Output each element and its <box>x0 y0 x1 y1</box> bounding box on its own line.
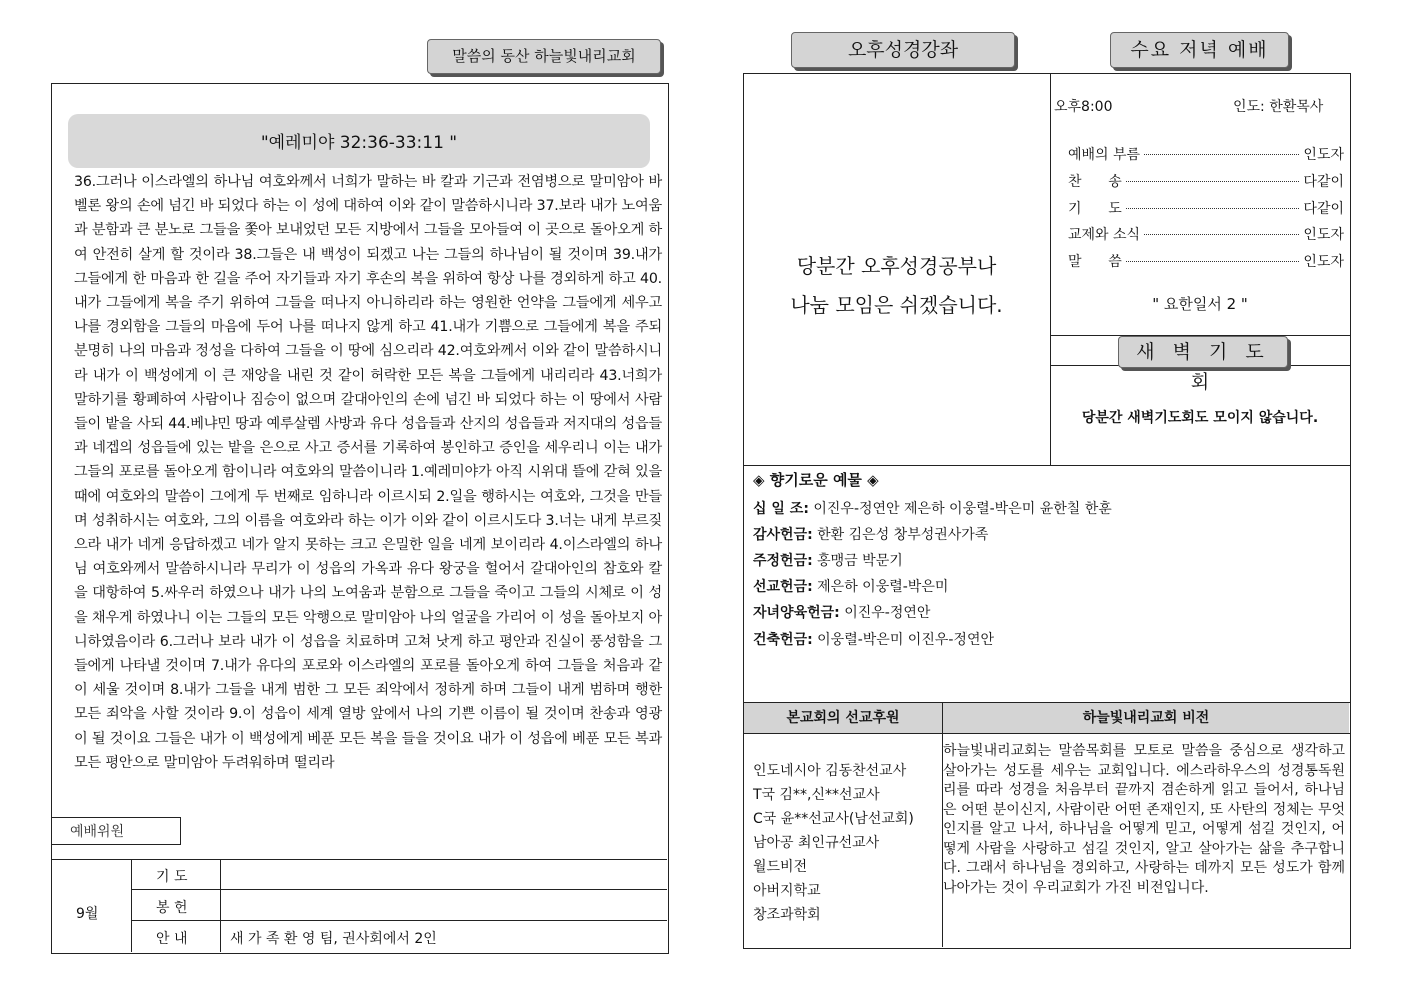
mission-item: C국 윤**선교사(남선교회) <box>753 811 914 827</box>
dawn-prayer-title: 새 벽 기 도 회 <box>1118 336 1288 368</box>
afternoon-notice-line2: 나눔 모임은 쉬겠습니다. <box>790 293 1003 317</box>
worship-committee-label: 예배위원 <box>51 817 181 845</box>
duty-value-guide: 새 가 족 환 영 팀, 권사회에서 2인 <box>230 931 437 947</box>
mission-item: 남아공 최인규선교사 <box>753 835 880 851</box>
afternoon-notice-line1: 당분간 오후성경공부나 <box>796 254 997 278</box>
offering-row: 자녀양육헌금: 이진우-정연안 <box>753 605 931 621</box>
order-row: 예배의 부름 인도자 <box>1068 147 1344 163</box>
mission-support-header: 본교회의 선교후원 <box>744 703 942 733</box>
offering-row: 감사헌금: 한환 김은성 창부성권사가족 <box>753 527 989 543</box>
duty-label-guide: 안 내 <box>156 931 188 947</box>
offering-row: 건축헌금: 이웅렬-박은미 이진우-정연안 <box>753 632 994 648</box>
dawn-notice: 당분간 새벽기도회도 모이지 않습니다. <box>1081 410 1319 426</box>
scripture-title: "예레미야 32:36-33:11 " <box>68 114 650 168</box>
duty-month: 9월 <box>76 906 99 922</box>
wed-time: 오후8:00 <box>1054 99 1113 115</box>
duty-label-offering: 봉 헌 <box>156 900 188 916</box>
mission-item: 월드비전 <box>753 859 808 875</box>
scripture-text: 36.그러나 이스라엘의 하나님 여호와께서 너희가 말하는 바 칼과 기근과 전염병으로 말미암아 바벨론 왕의 손에 넘긴 바 되었다 하는 이 성에 대하여 이와 같이 말씀하시니라 37.보라 내가 노여움과 분함과 큰 분노로 그들을 쫓아 보내었던 모든 지방에서 그들을 모아들여 이 곳으로 돌아오게 하여 안전히 살게 할 것이라 38.그들은 내 백성이 되겠고 나는 그들의 하나님이 될 것이며 39.내가 그들에게 한 마음과 한 길을 주어 자기들과 자기 후손의 복을 위하여 항상 나를 경외하게 하고 40.내가 그들에게 복을 주기 위하여 그들을 떠나지 아니하리라 하는 영원한 언약을 그들에게 세우고 나를 경외함을 그들의 마음에 두어 나를 떠나지 않게 하고 41.내가 기쁨으로 그들에게 복을 주되 분명히 나의 마음과 정성을 다하여 그들을 이 땅에 심으리라 42.여호와께서 이와 같이 말씀하시니라 내가 이 백성에게 이 큰 재앙을 내린 것 같이 허락한 모든 복을 그들에게 내리리라 43.너희가 말하기를 황폐하여 사람이나 짐승이 없으며 갈대아인의 손에 넘긴 바 되었다 하는 이 땅에서 사람들이 밭을 사되 44.베냐민 땅과 예루살렘 사방과 유다 성읍들과 산지의 성읍들과 저지대의 성읍들과 네겝의 성읍들에 있는 밭을 은으로 사고 증서를 기록하여 봉인하고 증인을 세우리니 이는 내가 그들의 포로를 돌아오게 함이니라 여호와의 말씀이니라 1.예레미야가 아직 시위대 뜰에 갇혀 있을 때에 여호와의 말씀이 그에게 두 번째로 임하니라 이르시되 2.일을 행하시는 여호와, 그것을 만들며 성취하시는 여호와, 그의 이름을 여호와라 하는 이가 이와 같이 이르시도다 3.너는 내게 부르짖으라 내가 네게 응답하겠고 네가 알지 못하는 크고 은밀한 일을 네게 보이리라 4.이스라엘의 하나님 여호와께서 말씀하시니라 무리가 이 성읍의 가옥과 유다 왕궁을 헐어서 갈대아인의 참호와 칼을 대항하여 5.싸우러 하였으나 내가 나의 노여움과 분함으로 그들을 죽이고 그들의 시체로 이 성을 채우게 하였나니 이는 그들의 모든 악행으로 말미암아 나의 얼굴을 가리어 이 성을 돌아보지 아니하였음이라 6.그러나 보라 내가 이 성읍을 치료하며 고쳐 낫게 하고 평안과 진실이 풍성함을 그들에게 나타낼 것이며 7.내가 유다의 포로와 이스라엘의 포로를 돌아오게 하여 그들을 처음과 같이 세울 것이며 8.내가 그들을 내게 범한 그 모든 죄악에서 정하게 하며 그들이 내게 범하며 행한 모든 죄악을 사할 것이라 9.이 성읍이 세계 열방 앞에서 나의 기쁜 이름이 될 것이며 찬송과 영광이 될 것이요 그들은 내가 이 백성에게 베푼 모든 복을 들을 것이요 내가 이 성읍에 베푼 모든 복과 모든 평안으로 말미암아 두려워하며 떨리라 <box>74 174 662 771</box>
offering-row: 주정헌금: 홍맹금 박문기 <box>753 553 903 569</box>
offerings-title: ◈ 향기로운 예물 ◈ <box>753 471 879 489</box>
church-vision-text: 하늘빛내리교회는 말씀목회를 모토로 말씀을 중심으로 생각하고 살아가는 성도를 세우는 교회입니다. 에스라하우스의 성경통독원리를 따라 성경을 처음부터 끝까지 겸손하게 읽고 들어서, 하나님은 어떤 분이신지, 사람이란 어떤 존재인지, 또 사탄의 정체는 무엇인지를 알고 나서, 하나님을 어떻게 믿고, 어떻게 섬길 것인지, 어떻게 사람을 사랑하고 섬길 것인지, 알고 살아가는 삶을 추구합니다. 그래서 하나님을 경외하고, 사랑하는 데까지 모든 성도가 함께 나아가는 것이 우리교회가 가진 비전입니다. <box>943 743 1345 896</box>
afternoon-study-title: 오후성경강좌 <box>791 32 1015 68</box>
offering-row: 선교헌금: 제은하 이웅렬-박은미 <box>753 579 949 595</box>
church-name-tag: 말씀의 동산 하늘빛내리교회 <box>427 39 661 74</box>
mission-item: 아버지학교 <box>753 883 821 899</box>
mission-item: 창조과학회 <box>753 907 821 923</box>
wednesday-service-title: 수요 저녁 예배 <box>1110 32 1289 68</box>
order-row: 찬 송 다같이 <box>1068 174 1344 190</box>
offering-row: 십 일 조: 이진우-정연안 제은하 이웅렬-박은미 윤한칠 한훈 <box>753 501 1112 517</box>
duty-label-prayer: 기 도 <box>156 869 188 885</box>
order-row: 기 도 다같이 <box>1068 201 1344 217</box>
mission-item: 인도네시아 김동찬선교사 <box>753 763 907 779</box>
order-row: 말 씀 인도자 <box>1068 254 1344 270</box>
wed-leader: 인도: 한환목사 <box>1233 99 1324 115</box>
order-row: 교제와 소식 인도자 <box>1068 227 1344 243</box>
wed-scripture: " 요한일서 2 " <box>1152 295 1248 313</box>
mission-item: T국 김**,신**선교사 <box>753 787 880 803</box>
church-vision-header: 하늘빛내리교회 비전 <box>943 703 1349 733</box>
